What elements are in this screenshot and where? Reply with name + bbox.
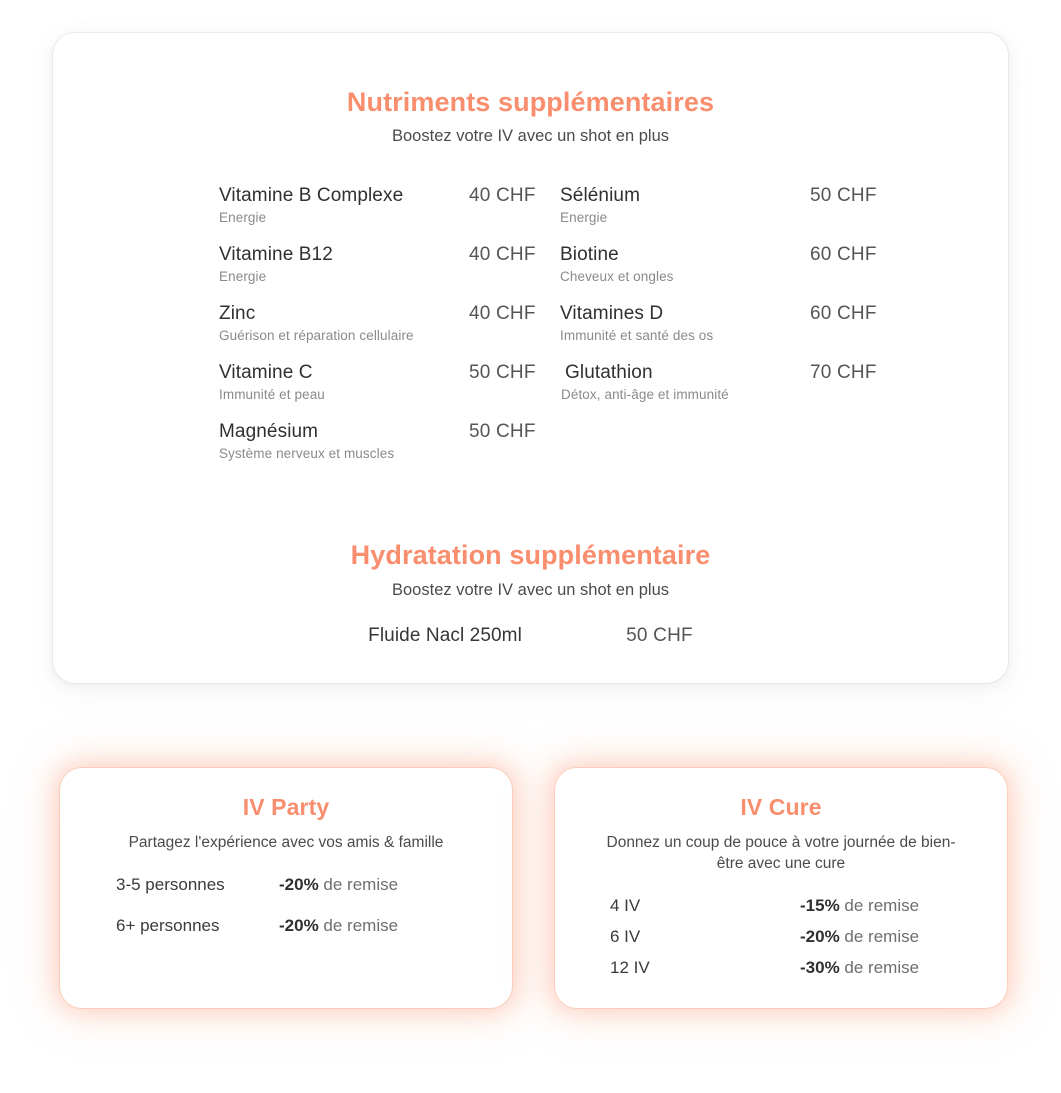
promo-row <box>60 916 512 957</box>
promo-subtitle-iv-cure: Donnez un coup de pouce à votre journée de bien-être avec une cure <box>606 834 956 872</box>
promo-title-iv-party: IV Party <box>242 794 330 820</box>
nutrient-price: 40 CHF <box>469 185 536 206</box>
nutrient-name: Vitamine B12 <box>219 244 333 265</box>
promo-row-label: 6 IV <box>610 927 641 946</box>
promo-row-suffix: de remise <box>839 896 920 915</box>
promo-row-label: 12 IV <box>610 958 650 977</box>
nutrient-description: Cheveux et ongles <box>560 269 674 284</box>
promo-row-suffix: de remise <box>318 916 399 935</box>
promo-row-suffix: de remise <box>839 958 920 977</box>
hydration-item-row <box>53 625 1008 647</box>
nutrient-info <box>219 419 469 463</box>
nutrient-info <box>219 242 469 286</box>
nutrient-row <box>560 183 920 242</box>
nutrient-price: 40 CHF <box>469 303 536 324</box>
nutrient-name: Biotine <box>560 244 619 265</box>
nutrient-description: Système nerveux et muscles <box>219 446 395 461</box>
hydration-item-price: 50 CHF <box>626 625 693 646</box>
hydration-section-title: Hydratation supplémentaire <box>350 540 711 570</box>
nutrient-name: Vitamines D <box>560 303 664 324</box>
nutrient-price: 40 CHF <box>469 244 536 265</box>
nutrient-description: Détox, anti-âge et immunité <box>561 387 729 402</box>
nutrient-name: Sélénium <box>560 185 641 206</box>
promo-row-discount: -20% <box>800 927 840 946</box>
promo-row <box>555 958 1007 989</box>
nutrient-price: 50 CHF <box>469 421 536 442</box>
promo-row-value <box>800 896 919 916</box>
promo-row-label: 4 IV <box>610 896 641 915</box>
hydration-item-name: Fluide Nacl 250ml <box>368 625 522 646</box>
promo-row-discount: -15% <box>800 896 840 915</box>
promo-rows-iv-cure <box>555 896 1007 989</box>
promo-rows-iv-party <box>60 875 512 957</box>
nutrient-name: Glutathion <box>565 362 653 383</box>
nutrient-row <box>219 242 559 301</box>
hydration-section-subtitle: Boostez votre IV avec un shot en plus <box>392 581 669 599</box>
nutrient-description: Energie <box>219 210 267 225</box>
nutrient-row <box>219 360 559 419</box>
promo-row <box>60 875 512 916</box>
promo-row-value <box>279 916 398 936</box>
nutrient-row <box>560 301 920 360</box>
nutrient-name: Zinc <box>219 303 256 324</box>
nutrient-name: Vitamine C <box>219 362 313 383</box>
nutrients-column-left <box>219 183 559 478</box>
promo-row-suffix: de remise <box>839 927 920 946</box>
nutrients-section-subtitle: Boostez votre IV avec un shot en plus <box>392 127 669 145</box>
nutrients-column-right <box>560 183 920 478</box>
nutrient-row <box>560 360 920 419</box>
nutrient-row <box>219 301 559 360</box>
nutrient-price: 60 CHF <box>810 303 877 324</box>
promo-card-iv-cure <box>555 768 1007 1008</box>
nutrient-info <box>560 183 810 227</box>
nutrient-description: Energie <box>219 269 267 284</box>
nutrient-description: Energie <box>560 210 608 225</box>
promo-row-label: 3-5 personnes <box>116 875 225 894</box>
promo-card-iv-party <box>60 768 512 1008</box>
nutrients-section-title: Nutriments supplémentaires <box>346 87 715 117</box>
nutrient-description: Guérison et réparation cellulaire <box>219 328 414 343</box>
nutrient-info <box>219 301 469 345</box>
promo-row-discount: -20% <box>279 916 319 935</box>
promo-row <box>555 896 1007 927</box>
promo-cards-container <box>60 768 1007 1008</box>
nutrient-row <box>219 419 559 478</box>
nutrient-row <box>219 183 559 242</box>
promo-row-value <box>800 927 919 947</box>
nutrient-description: Immunité et santé des os <box>560 328 714 343</box>
nutrient-price: 70 CHF <box>810 362 877 383</box>
nutrient-row <box>560 242 920 301</box>
nutrient-name: Vitamine B Complexe <box>219 185 404 206</box>
nutrient-price: 60 CHF <box>810 244 877 265</box>
nutrients-grid <box>53 183 1008 478</box>
promo-title-iv-cure: IV Cure <box>740 794 822 820</box>
nutrient-price: 50 CHF <box>810 185 877 206</box>
nutrient-description: Immunité et peau <box>219 387 325 402</box>
nutrient-info <box>560 242 810 286</box>
nutrient-info <box>219 183 469 227</box>
promo-row-suffix: de remise <box>318 875 399 894</box>
promo-row-value <box>279 875 398 895</box>
supplements-card <box>53 33 1008 683</box>
promo-row-label: 6+ personnes <box>116 916 220 935</box>
nutrient-price: 50 CHF <box>469 362 536 383</box>
promo-subtitle-iv-party: Partagez l'expérience avec vos amis & famille <box>128 834 444 851</box>
nutrient-name: Magnésium <box>219 421 319 442</box>
promo-row-discount: -20% <box>279 875 319 894</box>
nutrient-info <box>560 301 810 345</box>
promo-row-value <box>800 958 919 978</box>
nutrient-info <box>219 360 469 404</box>
nutrient-info <box>560 360 810 404</box>
promo-row <box>555 927 1007 958</box>
promo-row-discount: -30% <box>800 958 840 977</box>
